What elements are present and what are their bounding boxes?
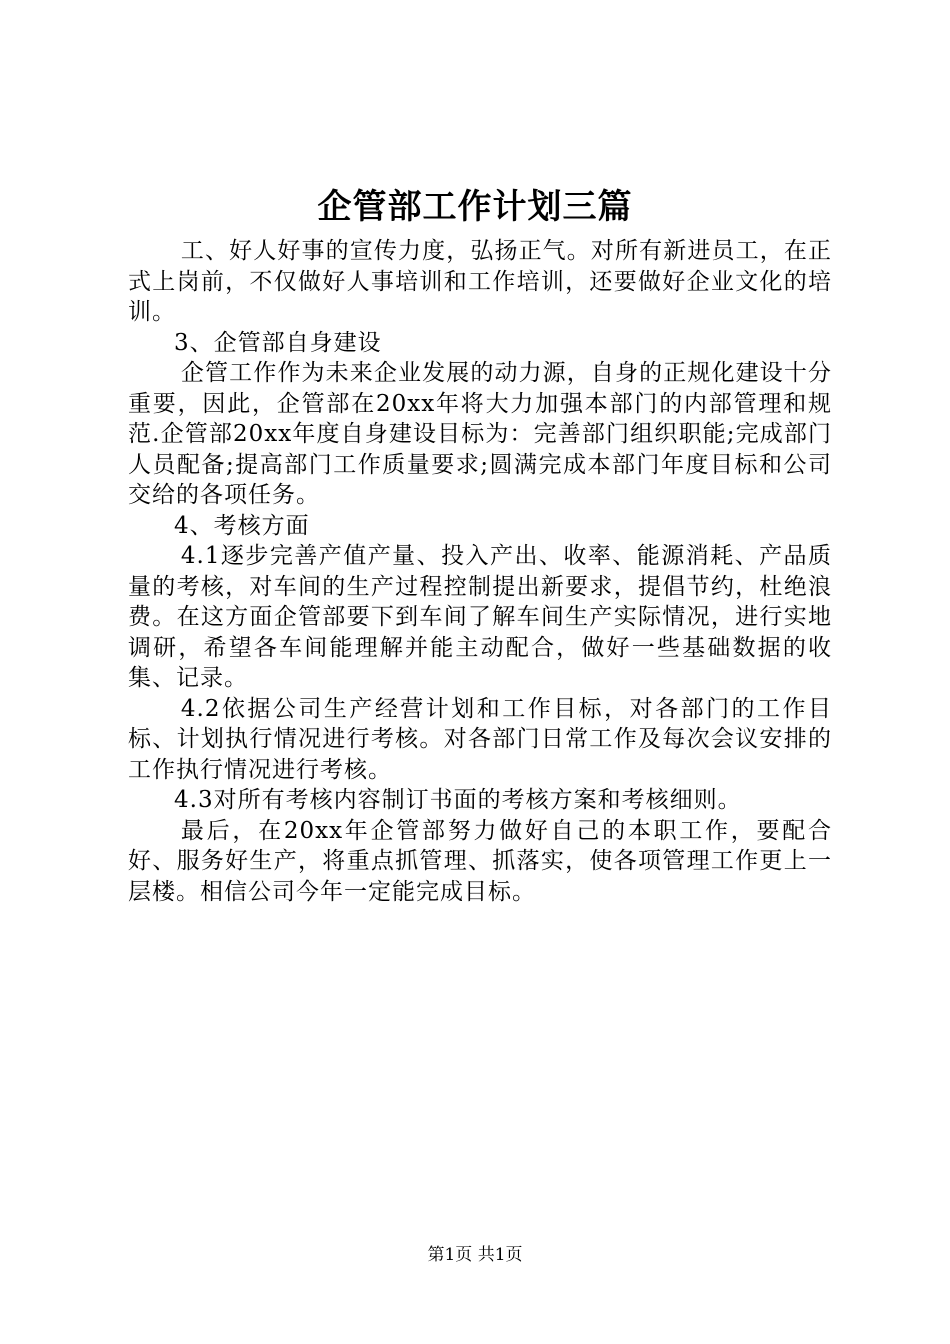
paragraph-4-2: 4.2依据公司生产经营计划和工作目标，对各部门的工作目标、计划执行情况进行考核。对各部门日常工作及每次会议安排的工作执行情况进行考核。 xyxy=(128,695,832,783)
paragraph-1: 工、好人好事的宣传力度，弘扬正气。对所有新进员工，在正式上岗前，不仅做好人事培训和工作培训，还要做好企业文化的培训。 xyxy=(128,238,832,325)
document-title: 企管部工作计划三篇 xyxy=(317,187,633,227)
paragraph-closing: 最后，在20xx年企管部努力做好自己的本职工作，要配合好、服务好生产，将重点抓管理、抓落实，使各项管理工作更上一层楼。相信公司今年一定能完成目标。 xyxy=(128,817,832,905)
section-heading-4: 4、考核方面 xyxy=(174,512,310,539)
page-footer: 第1页 共1页 xyxy=(427,1245,523,1265)
section-heading-3: 3、企管部自身建设 xyxy=(174,329,382,356)
paragraph-4-1: 4.1逐步完善产值产量、投入产出、收率、能源消耗、产品质量的考核，对车间的生产过程控制提出新要求，提倡节约，杜绝浪费。在这方面企管部要下到车间了解车间生产实际情况，进行实地调研，希望各车间能理解并能主动配合，做好一些基础数据的收集、记录。 xyxy=(128,543,832,691)
document-body xyxy=(128,236,832,907)
paragraph-4-3: 4.3对所有考核内容制订书面的考核方案和考核细则。 xyxy=(174,787,742,813)
paragraph-2: 企管工作作为未来企业发展的动力源，自身的正规化建设十分重要，因此，企管部在20xx年将大力加强本部门的内部管理和规范.企管部20xx年度自身建设目标为：完善部门组织职能;完成部门人员配备;提高部门工作质量要求;圆满完成本部门年度目标和公司交给的各项任务。 xyxy=(128,360,832,508)
